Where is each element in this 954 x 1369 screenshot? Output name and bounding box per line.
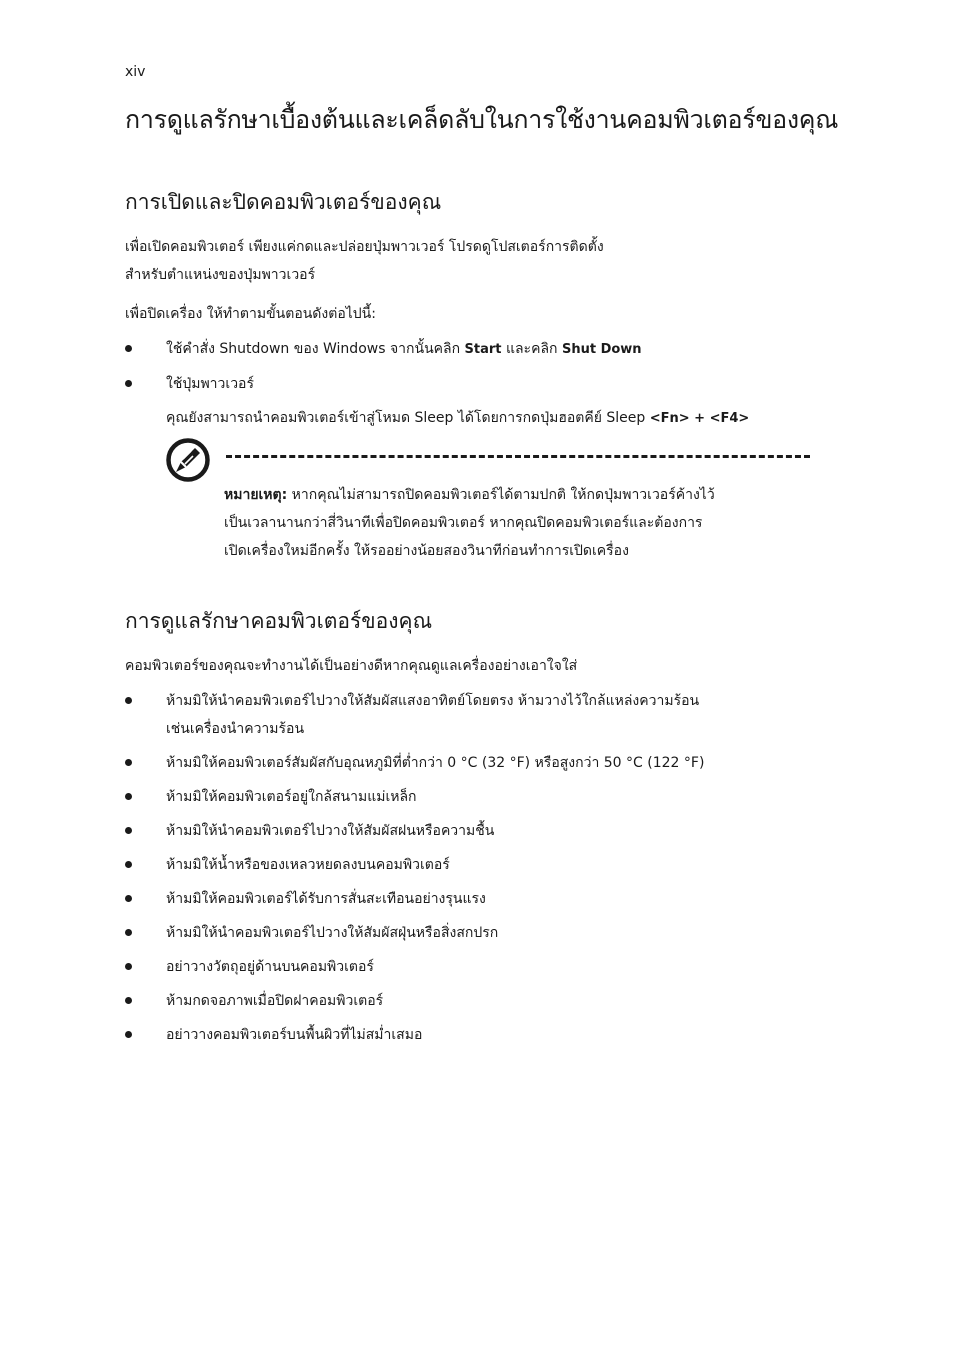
note-pencil-icon <box>165 437 211 483</box>
bullet-text: ใช้คำสั่ง Shutdown ของ Windows จากนั้นคลิก <box>166 341 465 357</box>
bullet-text: ห้ามมิให้นำคอมพิวเตอร์ไปวางให้สัมผัสแสงอาทิตย์โดยตรง ห้ามวางไว้ใกล้แหล่งความร้อน <box>166 693 700 709</box>
care-list <box>125 687 704 1049</box>
list-item <box>125 987 704 1015</box>
sleep-paragraph <box>166 404 749 433</box>
list-item <box>125 919 704 947</box>
bullet-icon <box>125 1031 132 1038</box>
bullet-text: และคลิก <box>501 341 562 357</box>
bullet-text: ห้ามมิให้คอมพิวเตอร์อยู่ใกล้สนามแม่เหล็ก <box>166 789 417 805</box>
bullet-text: ใช้ปุ่มพาวเวอร์ <box>166 376 254 392</box>
bullet-icon <box>125 827 132 834</box>
bullet-text: อย่าวางวัตถุอยู่ด้านบนคอมพิวเตอร์ <box>166 959 374 975</box>
bullet-icon <box>125 929 132 936</box>
power-on-paragraph <box>125 233 604 289</box>
sleep-hotkey: <Fn> + <F4> <box>649 411 750 426</box>
note-line-2: เป็นเวลานานกว่าสี่วินาทีเพื่อปิดคอมพิวเตอร์ หากคุณปิดคอมพิวเตอร์และต้องการ <box>224 515 703 531</box>
power-off-list <box>125 335 642 398</box>
bullet-icon <box>125 895 132 902</box>
power-on-line-1: เพื่อเปิดคอมพิวเตอร์ เพียงแค่กดและปล่อยปุ่มพาวเวอร์ โปรดดูโปสเตอร์การติดตั้ง <box>125 239 604 255</box>
bullet-text: ห้ามมิให้นำคอมพิวเตอร์ไปวางให้สัมผัสฝนหรือความชื้น <box>166 823 495 839</box>
note-divider <box>226 455 810 458</box>
bullet-icon <box>125 345 132 352</box>
bullet-icon <box>125 380 132 387</box>
bullet-text: ห้ามกดจอภาพเมื่อปิดฝาคอมพิวเตอร์ <box>166 993 384 1009</box>
bullet-icon <box>125 697 132 704</box>
power-on-line-2: สำหรับตำแหน่งของปุ่มพาวเวอร์ <box>125 267 316 283</box>
note-label: หมายเหตุ: <box>224 487 288 503</box>
bullet-text: ห้ามมิให้คอมพิวเตอร์ได้รับการสั่นสะเทือนอย่างรุนแรง <box>166 891 486 907</box>
note-line-3: เปิดเครื่องใหม่อีกครั้ง ให้รออย่างน้อยสองวินาทีก่อนทำการเปิดเครื่อง <box>224 543 629 559</box>
page-number: xiv <box>125 64 146 80</box>
bullet-icon <box>125 963 132 970</box>
bullet-text: ห้ามมิให้น้ำหรือของเหลวหยดลงบนคอมพิวเตอร์ <box>166 857 450 873</box>
list-item <box>125 335 642 364</box>
bullet-icon <box>125 997 132 1004</box>
list-item <box>125 885 704 913</box>
care-intro: คอมพิวเตอร์ของคุณจะทำงานได้เป็นอย่างดีหากคุณดูแลเครื่องอย่างเอาใจใส่ <box>125 658 578 674</box>
sleep-text: คุณยังสามารถนำคอมพิวเตอร์เข้าสู่โหมด Sleep ได้โดยการกดปุ่มฮอตคีย์ Sleep <box>166 410 650 426</box>
list-item <box>125 749 704 777</box>
list-item <box>125 783 704 811</box>
start-keyword: Start <box>464 342 502 357</box>
list-item <box>125 817 704 845</box>
note-line-1: หากคุณไม่สามารถปิดคอมพิวเตอร์ได้ตามปกติ ให้กดปุ่มพาวเวอร์ค้างไว้ <box>287 487 715 503</box>
list-item <box>125 953 704 981</box>
section-heading-care: การดูแลรักษาคอมพิวเตอร์ของคุณ <box>125 609 433 633</box>
bullet-text: ห้ามมิให้คอมพิวเตอร์สัมผัสกับอุณหภูมิที่ต่ำกว่า 0 °C (32 °F) หรือสูงกว่า 50 °C (122 °F) <box>166 755 705 771</box>
note-text <box>224 481 715 565</box>
list-item <box>125 1021 704 1049</box>
bullet-text: ห้ามมิให้นำคอมพิวเตอร์ไปวางให้สัมผัสฝุ่นหรือสิ่งสกปรก <box>166 925 499 941</box>
bullet-text: อย่าวางคอมพิวเตอร์บนพื้นผิวที่ไม่สม่ำเสมอ <box>166 1027 423 1043</box>
list-item <box>125 687 704 743</box>
shutdown-keyword: Shut Down <box>561 342 642 357</box>
bullet-icon <box>125 759 132 766</box>
bullet-icon <box>125 861 132 868</box>
section-heading-power: การเปิดและปิดคอมพิวเตอร์ของคุณ <box>125 190 442 214</box>
bullet-text-continued: เช่นเครื่องนำความร้อน <box>166 721 305 737</box>
bullet-icon <box>125 793 132 800</box>
power-off-intro: เพื่อปิดเครื่อง ให้ทำตามขั้นตอนดังต่อไปนี้: <box>125 306 376 322</box>
list-item <box>125 370 642 398</box>
page-title: การดูแลรักษาเบื้องต้นและเคล็ดลับในการใช้งานคอมพิวเตอร์ของคุณ <box>125 105 839 134</box>
list-item <box>125 851 704 879</box>
